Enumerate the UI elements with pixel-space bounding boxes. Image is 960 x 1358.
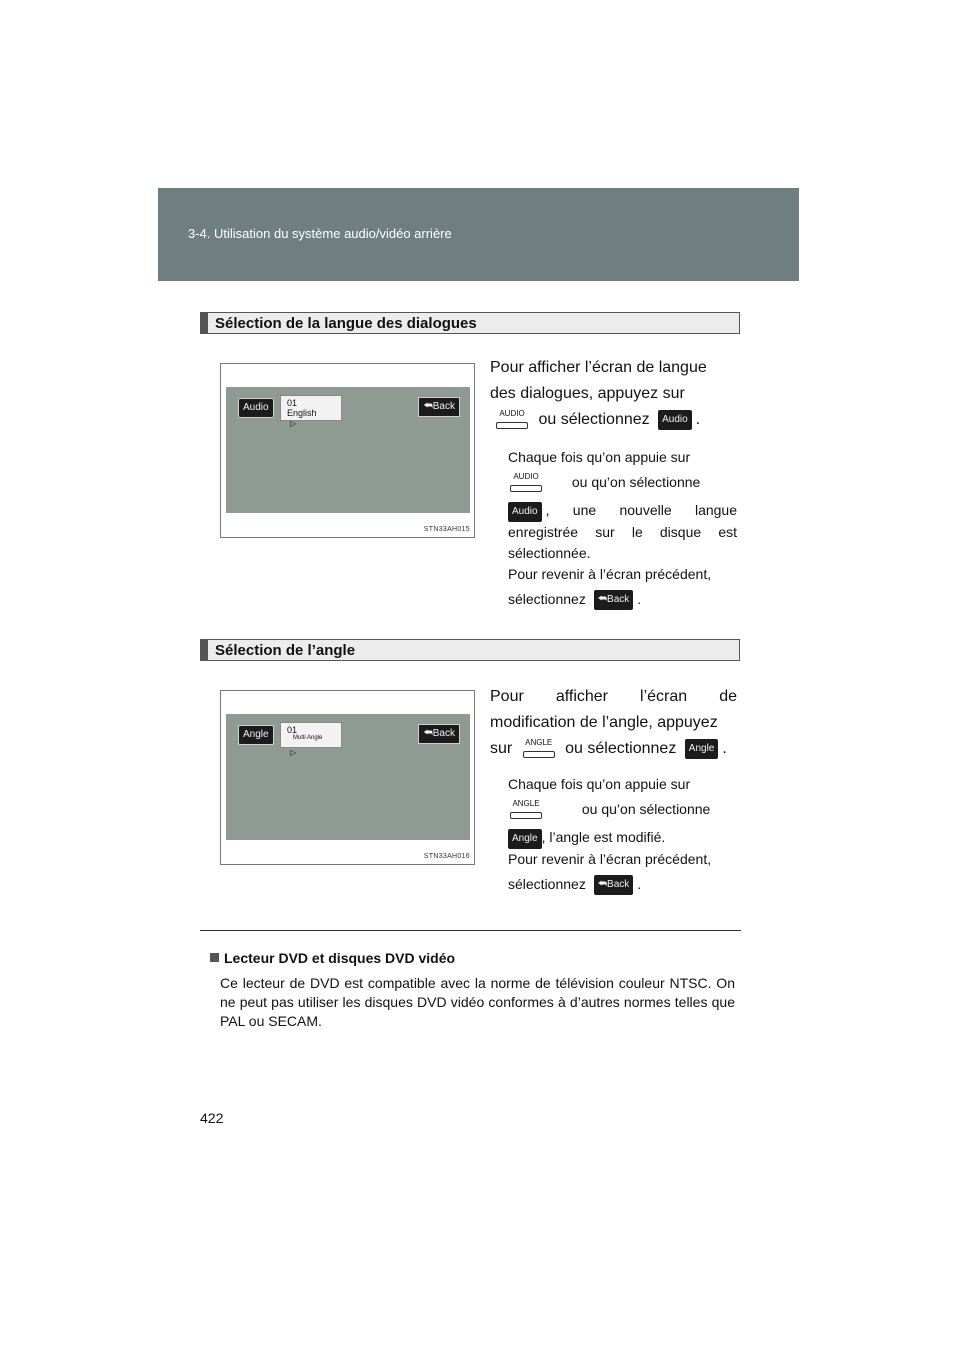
sub-line: Chaque fois qu’on appuie sur <box>508 449 691 465</box>
back-screen-button: ⮪Back <box>418 724 460 744</box>
para-line: Pour afficher l’écran de <box>490 688 737 705</box>
instruction-paragraph <box>490 355 737 433</box>
detail-paragraph <box>508 447 737 610</box>
cursor-icon: ▷ <box>290 748 297 757</box>
section-heading-angle <box>200 639 740 661</box>
para-line: des dialogues, appuyez sur <box>490 385 685 402</box>
para-line: Pour afficher l’écran de langue <box>490 359 707 376</box>
audio-language: English <box>287 408 317 418</box>
section-title: Sélection de la langue des dialogues <box>215 315 477 332</box>
para-line: modification de l’angle, appuyez <box>490 714 718 731</box>
multi-angle-label: Multi Angle <box>293 735 323 741</box>
angle-chip-icon: Angle <box>685 739 719 759</box>
sub-line: Pour revenir à l’écran précédent, <box>508 565 712 582</box>
sub-line: ANGLE ou qu’on sélectionne <box>508 799 737 821</box>
angle-chip-icon: Angle <box>508 829 542 849</box>
page-number: 422 <box>200 1110 224 1126</box>
detail-paragraph <box>508 774 737 895</box>
section-divider <box>200 930 741 931</box>
sub-line: Angle , l’angle est modifié. <box>508 827 737 848</box>
para-line: AUDIO ou sélectionnez Audio . <box>490 407 737 433</box>
section-title: Sélection de l’angle <box>215 642 356 659</box>
para-line: sur ANGLE ou sélectionnez Angle . <box>490 736 737 762</box>
back-screen-button: ⮪Back <box>418 397 460 417</box>
angle-info-box <box>280 722 342 748</box>
screen-image <box>226 387 470 513</box>
figure-caption: STN33AH015 <box>423 526 470 533</box>
chapter-title: 3-4. Utilisation du système audio/vidéo arrière <box>188 226 452 241</box>
audio-chip-icon: Audio <box>658 410 692 430</box>
figure-angle-screen <box>220 690 475 865</box>
sub-line: sélectionnez ⮪Back . <box>508 589 737 610</box>
audio-info-box <box>280 395 342 421</box>
sub-line: AUDIO ou qu’on sélectionne <box>508 472 737 494</box>
cursor-icon: ▷ <box>290 419 297 428</box>
angle-screen-button: Angle <box>238 725 274 745</box>
sub-line: Audio , une nouvelle langue enregistrée sur le disque est sélectionnée. <box>508 502 737 561</box>
audio-button-icon: AUDIO <box>494 409 530 431</box>
sub-line: Pour revenir à l’écran précédent, <box>508 850 712 867</box>
sub-line: Chaque fois qu’on appuie sur <box>508 776 691 792</box>
back-chip-icon: ⮪Back <box>594 875 634 895</box>
audio-button-icon: AUDIO <box>508 472 544 494</box>
chapter-header <box>158 188 799 281</box>
sub-line: sélectionnez ⮪Back . <box>508 874 737 895</box>
heading-accent <box>201 313 208 333</box>
audio-screen-button: Audio <box>238 398 274 418</box>
angle-button-icon: ANGLE <box>508 799 544 821</box>
note-heading: Lecteur DVD et disques DVD vidéo <box>210 950 455 966</box>
audio-chip-icon: Audio <box>508 502 542 522</box>
screen-image <box>226 714 470 840</box>
angle-button-icon: ANGLE <box>521 738 557 760</box>
section-heading-dialogue-language <box>200 312 740 334</box>
instruction-paragraph <box>490 684 737 762</box>
audio-track-number: 01 <box>287 398 298 408</box>
square-bullet-icon <box>210 953 219 962</box>
note-body: Ce lecteur de DVD est compatible avec la norme de télévision couleur NTSC. On ne peut pas utiliser les disques DVD vidéo conformes à d’autres normes telles que PAL ou SECAM. <box>220 975 735 1029</box>
heading-accent <box>201 640 208 660</box>
angle-number: 01 <box>287 725 298 735</box>
figure-caption: STN33AH016 <box>423 853 470 860</box>
back-chip-icon: ⮪Back <box>594 590 634 610</box>
figure-audio-screen <box>220 363 475 538</box>
